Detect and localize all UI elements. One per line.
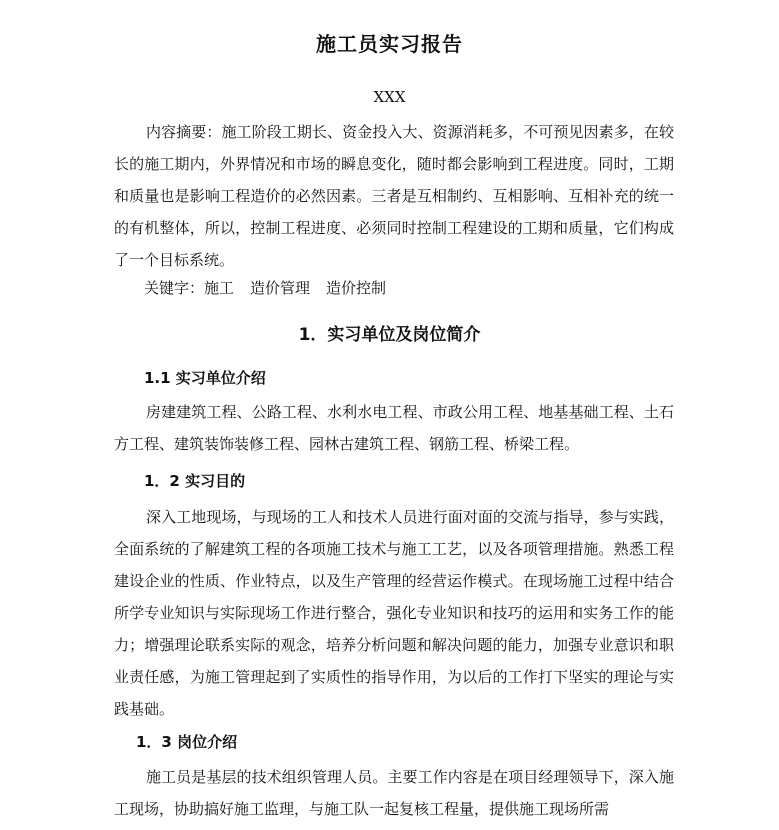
subsection-heading: 1．2 实习目的 — [144, 472, 246, 490]
subsection-paragraph: 深入工地现场，与现场的工人和技术人员进行面对面的交流与指导，参与实践，全面系统的了解建筑工程的各项施工技术与施工工艺，以及各项管理措施。熟悉工程建设企业的性质、作业特点，以及生产管理的经营运作模式。在现场施工过程中结合所学专业知识与实际现场工作进行整合，强化专业知识和技巧的运用和实务工作的能力；增强理论联系实际的观念，培养分析问题和解决问题的能力，加强专业意识和职业责任感，为施工管理起到了实质性的指导作用，为以后的工作打下坚实的理论与实践基础。 — [114, 508, 674, 718]
document-title: 施工员实习报告 — [316, 32, 463, 56]
subsection-heading: 1．3 岗位介绍 — [136, 733, 238, 751]
keyword-item: 施工 — [204, 279, 235, 297]
subsection-paragraph: 房建建筑工程、公路工程、水利水电工程、市政公用工程、地基基础工程、土石方工程、建筑装饰装修工程、园林古建筑工程、钢筋工程、桥梁工程。 — [114, 403, 674, 453]
keywords-label: 关键字： — [144, 279, 205, 297]
document-author: XXX — [373, 88, 406, 106]
keyword-item: 造价控制 — [326, 279, 387, 297]
keyword-item: 造价管理 — [250, 279, 311, 297]
keywords-line — [144, 272, 386, 304]
subsection-heading: 1.1 实习单位介绍 — [144, 369, 266, 387]
section-heading: 1．实习单位及岗位简介 — [298, 325, 481, 345]
subsection-paragraph: 施工员是基层的技术组织管理人员。主要工作内容是在项目经理领导下，深入施工现场，协助搞好施工监理，与施工队一起复核工程量，提供施工现场所需 — [114, 768, 674, 818]
abstract-paragraph: 内容摘要：施工阶段工期长、资金投入大、资源消耗多，不可预见因素多，在较长的施工期内，外界情况和市场的瞬息变化，随时都会影响到工程进度。同时，工期和质量也是影响工程造价的必然因素。三者是互相制约、互相影响、互相补充的统一的有机整体，所以，控制工程进度、必须同时控制工程建设的工期和质量，它们构成了一个目标系统。 — [114, 123, 674, 269]
